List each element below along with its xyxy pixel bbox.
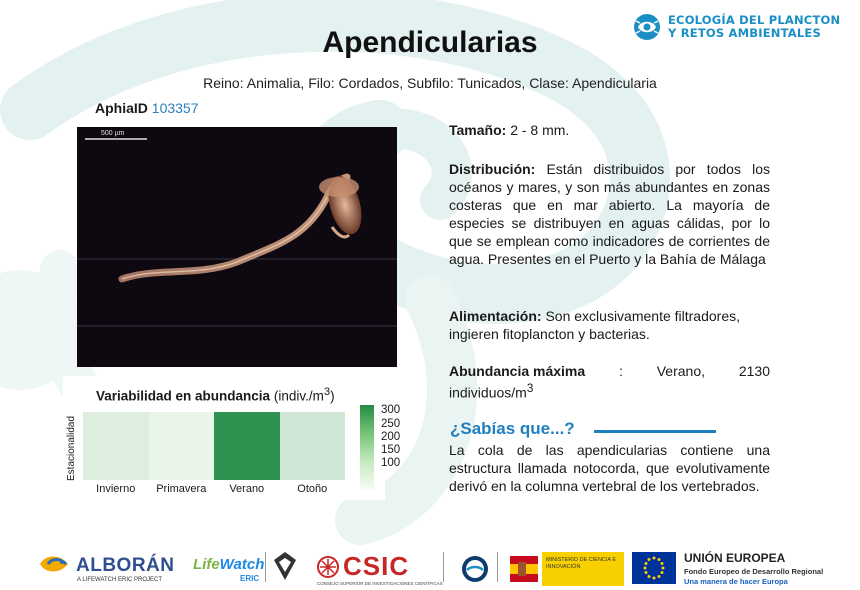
eu-title: UNIÓN EUROPEA xyxy=(684,551,786,565)
heatmap-cell xyxy=(149,412,215,480)
abundance-season: : xyxy=(619,363,623,379)
aphia-id-line xyxy=(95,100,199,116)
footer-divider xyxy=(443,552,444,582)
colorbar-tick-label: 150 xyxy=(381,444,401,457)
distribution-label: Distribución: xyxy=(449,161,536,177)
footer-divider xyxy=(497,552,498,582)
appendicularian-image xyxy=(77,127,397,367)
heatmap-x-tick: Invierno xyxy=(96,483,136,495)
alboran-logo xyxy=(38,550,72,583)
ministry-text: MINISTERIO DE CIENCIA E INNOVACIÓN xyxy=(546,557,616,570)
abundance-number: 2130 xyxy=(738,363,770,379)
alboran-wordmark: ALBORÁN xyxy=(76,555,175,576)
abundance-verano: Verano, xyxy=(656,363,705,379)
colorbar-tick-label: 200 xyxy=(381,430,401,443)
oceanographic-institute-icon xyxy=(461,555,489,583)
csic-emblem-icon xyxy=(316,555,340,579)
heatmap-x-tick: Verano xyxy=(229,483,265,495)
lifewatch-logo xyxy=(193,556,264,573)
heatmap-title xyxy=(96,386,335,404)
colorbar-tick-label: 100 xyxy=(381,457,401,470)
aphia-id-link[interactable]: 103357 xyxy=(151,100,199,116)
abundance-first-line xyxy=(449,362,770,380)
colorbar-tick-label: 250 xyxy=(381,417,401,430)
lifewatch-part1: Life xyxy=(193,556,220,573)
csic-subtitle: CONSEJO SUPERIOR DE INVESTIGACIONES CIENTÍFICAS xyxy=(317,581,443,586)
feeding-section xyxy=(449,307,770,343)
heatmap-title-bold: Variabilidad en abundancia xyxy=(96,388,271,404)
size-value: 2 - 8 mm. xyxy=(506,122,570,138)
did-you-know-rule xyxy=(594,430,716,433)
feeding-text: Son exclusivamente filtradores, ingieren fitoplancton y bacterias. xyxy=(449,308,741,342)
heatmap-x-tick: Primavera xyxy=(156,483,207,495)
scale-label: 500 µm xyxy=(101,130,125,137)
university-crest-icon xyxy=(272,550,298,582)
page-title: Apendicularias xyxy=(322,26,538,59)
abundance-label: Abundancia máxima xyxy=(449,363,586,379)
abundance-heatmap xyxy=(63,376,401,500)
heatmap-cell xyxy=(214,412,280,480)
heatmap-cell xyxy=(280,412,346,480)
feeding-label: Alimentación: xyxy=(449,308,542,324)
did-you-know-text: La cola de las apendicularias contiene una estructura llamada notocorda, que evolutivamente derivó en la columna vertebral de los vertebrados. xyxy=(449,442,770,494)
size-label: Tamaño: xyxy=(449,122,507,138)
alboran-fish-icon xyxy=(38,550,72,578)
alboran-subtitle: A LIFEWATCH ERIC PROJECT xyxy=(77,577,163,583)
heatmap-ylabel: Estacionalidad xyxy=(66,415,77,481)
lifewatch-eric: ERIC xyxy=(240,574,260,583)
distribution-text: Están distribuidos por todos los océanos y mares, y son más abundantes en zonas costeras que en mar abierto. La mayoría de especies se distribuyen en aguas cálidas, por lo que se emplean como indicadores de corrientes de agua. Presentes en el Puerto y la Bahía de Málaga xyxy=(449,161,770,267)
heatmap-colorbar xyxy=(360,405,374,490)
csic-wordmark: CSIC xyxy=(343,551,410,581)
abundance-unit-sup: 3 xyxy=(526,382,534,395)
colorbar-tick-label: 300 xyxy=(381,404,401,417)
distribution-section xyxy=(449,160,770,268)
eu-motto: Una manera de hacer Europa xyxy=(684,577,788,586)
heatmap-unit-sup: 3 xyxy=(323,386,331,398)
eu-fund-line: Fondo Europeo de Desarrollo Regional xyxy=(684,567,824,576)
heatmap-cells xyxy=(83,412,345,480)
aphia-label: AphiaID xyxy=(95,100,148,116)
heatmap-cell xyxy=(83,412,149,480)
abundance-section xyxy=(449,362,770,402)
heatmap-unit-post: ) xyxy=(330,388,335,404)
eu-flag-icon xyxy=(632,552,676,584)
brand-line-1: ECOLOGÍA DEL PLANCTON xyxy=(668,13,841,27)
heatmap-unit-pre: (indiv./m xyxy=(273,388,324,404)
did-you-know-title: ¿Sabías que...? xyxy=(450,419,575,438)
footer-divider xyxy=(265,552,266,582)
size-section xyxy=(449,121,770,139)
lifewatch-part2: Watch xyxy=(219,556,265,573)
abundance-unit: individuos/$m^3$ xyxy=(449,382,534,401)
taxonomy-line: Reino: Animalia, Filo: Cordados, Subfilo: Tunicados, Clase: Apendicularia xyxy=(203,75,657,91)
specimen-photo xyxy=(77,127,397,367)
brand-line-2: Y RETOS AMBIENTALES xyxy=(668,26,821,40)
heatmap-x-tick: Otoño xyxy=(297,483,328,495)
